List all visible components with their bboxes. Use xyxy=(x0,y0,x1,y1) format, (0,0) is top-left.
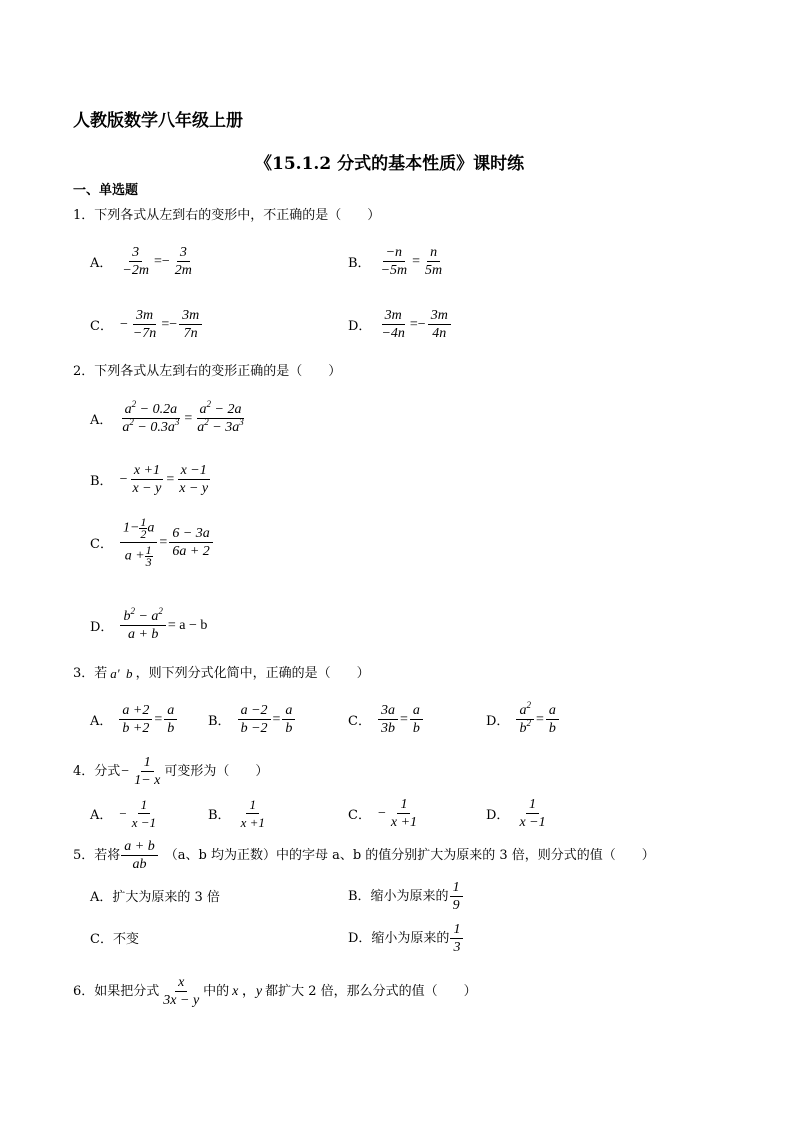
q2-option-c-label: C． xyxy=(90,537,113,552)
q4-stem-start: 4．分式 xyxy=(73,763,121,779)
q5-option-c[interactable]: C．不变 xyxy=(90,932,139,947)
q3-condition: a' b xyxy=(110,666,133,681)
q1-option-a-label: A． xyxy=(90,256,113,271)
q3-option-a[interactable] xyxy=(90,702,178,737)
q4-stem-end: 可变形为（ ） xyxy=(164,763,269,779)
q4-option-d-label: D． xyxy=(486,808,510,823)
q5-option-b-fraction: $\frac{1}{9}$ xyxy=(449,879,464,914)
q5-option-d[interactable] xyxy=(348,921,464,956)
q1-option-c-formula: − $\frac{3m}{-7n}$ =− $\frac{3m}{7n}$ xyxy=(119,307,203,342)
q1-option-d-label: D． xyxy=(348,319,372,334)
q4-option-b-formula: $\frac{1}{x +1}$ xyxy=(240,797,265,830)
series-title: 人教版数学八年级上册 xyxy=(73,111,243,131)
q2-option-b-formula: − $\frac{x +1}{x - y}$ = $\frac{x -1}{x - y}$ xyxy=(119,463,209,496)
q4-option-a-label: A． xyxy=(90,808,113,823)
q2-option-d-label: D． xyxy=(90,620,114,635)
section-heading: 一、单选题 xyxy=(73,183,139,198)
q4-option-a-formula: − $\frac{1}{x -1}$ xyxy=(119,797,157,830)
q2-option-c-formula: 1− $\frac{1}{2}$ a a + $\frac{1}{3}$ = $\frac{6 - 3a}{6a + 2}$ xyxy=(119,517,214,568)
q4-option-a[interactable] xyxy=(90,796,160,831)
q1-option-b-label: B． xyxy=(348,256,371,271)
q6-stem-mid: 中的 xyxy=(203,983,230,999)
q5-option-a[interactable]: A．扩大为原来的 3 倍 xyxy=(90,890,220,905)
q5-option-d-text: D．缩小为原来的 xyxy=(348,930,450,946)
q4-option-b-label: B． xyxy=(208,808,231,823)
q2-option-a-formula: $\frac{a^2 - 0.2a}{a^2 - 0.3a^3}$ = $\frac{a^2 - 2a}{a^2 - 3a^3}$ xyxy=(122,399,244,435)
q1-option-a[interactable] xyxy=(90,244,196,279)
q3-stem-start: 3．若 xyxy=(73,666,108,681)
q3-option-c-formula: $\frac{3a}{3b}$ = $\frac{a}{b}$ xyxy=(377,702,424,737)
q1-option-a-formula: $\frac{3}{-2m}$ =− $\frac{3}{2m}$ xyxy=(122,245,192,278)
q6-stem-start: 6．如果把分式 xyxy=(73,983,160,999)
q3-option-c-label: C． xyxy=(348,714,371,729)
q3-option-b-label: B． xyxy=(208,714,231,729)
question-2-stem: 2．下列各式从左到右的变形正确的是（ ） xyxy=(73,364,342,379)
q4-option-c-formula: − $\frac{1}{x +1}$ xyxy=(377,797,418,830)
question-3-stem xyxy=(73,666,370,682)
q3-option-a-label: A． xyxy=(90,714,113,729)
q1-option-b-formula: $\frac{-n}{-5m}$ = $\frac{n}{5m}$ xyxy=(380,245,443,278)
q4-option-b[interactable] xyxy=(208,796,269,831)
q5-stem-start: 5．若将 xyxy=(73,847,121,863)
q4-option-d-formula: $\frac{1}{x -1}$ xyxy=(519,797,546,830)
q4-option-c[interactable] xyxy=(348,796,421,831)
q2-option-b-label: B． xyxy=(90,474,113,489)
q2-option-d-formula: $\frac{b^2 - a^2}{a + b}$ = a − b xyxy=(119,608,208,643)
q4-option-c-label: C． xyxy=(348,808,371,823)
q1-option-b[interactable] xyxy=(348,244,446,279)
q5-option-b[interactable] xyxy=(348,879,464,914)
q2-option-b[interactable] xyxy=(90,462,212,497)
question-5-stem xyxy=(73,838,655,873)
q1-option-c[interactable] xyxy=(90,307,203,342)
q5-option-d-fraction: $\frac{1}{3}$ xyxy=(449,921,464,956)
q6-stem-end: 都扩大 2 倍，那么分式的值（ ） xyxy=(265,983,477,999)
q1-option-d[interactable] xyxy=(348,307,452,342)
q6-variables: x ，y xyxy=(232,983,263,999)
q3-option-d-label: D． xyxy=(486,714,510,729)
q4-option-d[interactable] xyxy=(486,796,550,831)
q3-stem-end: ，则下列分式化简中，正确的是（ ） xyxy=(135,666,370,681)
q5-option-b-text: B．缩小为原来的 xyxy=(348,888,449,904)
question-1-stem: 1．下列各式从左到右的变形中，不正确的是（ ） xyxy=(73,208,381,223)
question-6-stem xyxy=(73,974,477,1009)
question-4-stem xyxy=(73,754,268,789)
q3-option-b[interactable] xyxy=(208,702,296,737)
q3-option-b-formula: $\frac{a -2}{b -2}$ = $\frac{a}{b}$ xyxy=(237,702,297,737)
q2-option-a[interactable] xyxy=(90,401,248,436)
q5-stem-end: （a、b 均为正数）中的字母 a、b 的值分别扩大为原来的 3 倍，则分式的值（ ） xyxy=(164,847,655,863)
q1-option-d-formula: $\frac{3m}{-4n}$ =− $\frac{3m}{4n}$ xyxy=(377,307,451,342)
q3-option-c[interactable] xyxy=(348,702,424,737)
q5-fraction: $\frac{a + b}{ab}$ xyxy=(120,838,158,873)
q4-fraction: − $\frac{1}{1- x}$ xyxy=(121,755,161,788)
q2-option-a-label: A． xyxy=(90,413,113,428)
q3-option-d[interactable] xyxy=(486,702,560,737)
page-title: 《15.1.2 分式的基本性质》课时练 xyxy=(255,154,525,174)
q3-option-d-formula: $\frac{a^2}{b^2}$ = $\frac{a}{b}$ xyxy=(515,702,559,737)
q2-option-d[interactable] xyxy=(90,608,208,643)
q1-option-c-label: C． xyxy=(90,319,113,334)
q6-fraction: $\frac{x}{3x - y}$ xyxy=(163,975,200,1008)
q2-option-c[interactable] xyxy=(90,517,214,568)
q3-option-a-formula: $\frac{a +2}{b +2}$ = $\frac{a}{b}$ xyxy=(118,702,178,737)
